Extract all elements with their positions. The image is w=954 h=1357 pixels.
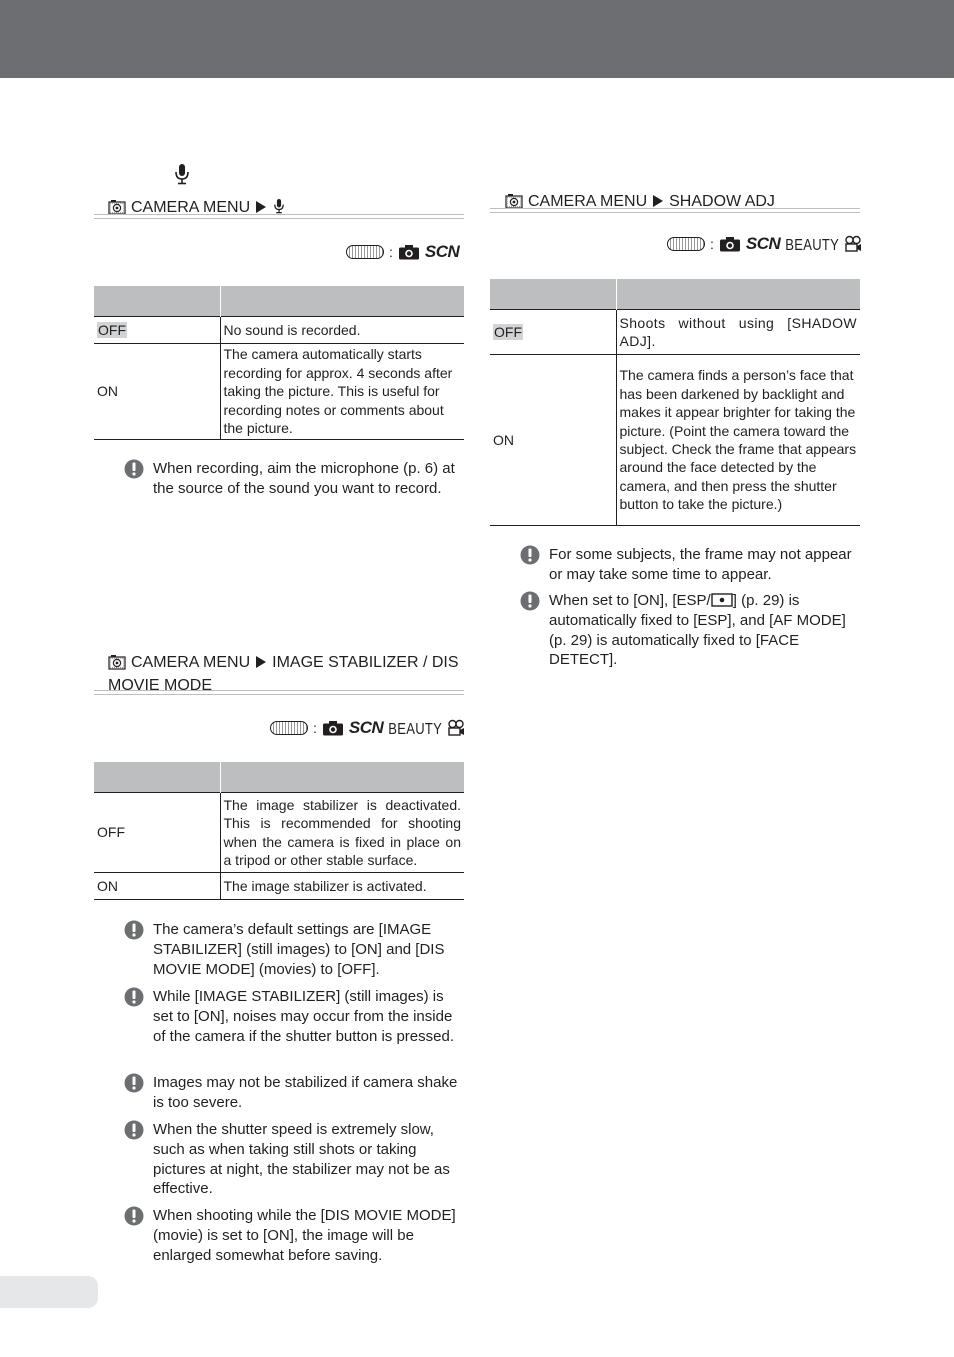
option-label: OFF bbox=[98, 321, 126, 338]
description-cell: Shoots without using [SHADOW ADJ]. bbox=[616, 310, 860, 355]
spot-metering-icon bbox=[711, 593, 733, 607]
section-rule bbox=[94, 690, 464, 695]
modes-separator: : bbox=[313, 720, 317, 736]
caution-icon bbox=[124, 459, 144, 479]
section-rule bbox=[490, 208, 860, 213]
option-cell: ON bbox=[94, 344, 220, 440]
microphone-icon bbox=[272, 197, 286, 215]
note-text: When the shutter speed is extremely slow, such as when taking still shots or taking pictures at night, the stabilizer may not be as effective. bbox=[153, 1121, 450, 1198]
scn-mode-label: SCN bbox=[745, 234, 781, 253]
note-item bbox=[124, 1206, 464, 1266]
table-header-cell bbox=[94, 286, 220, 317]
arrow-right-icon bbox=[256, 656, 266, 668]
camera-icon bbox=[322, 720, 344, 736]
table-row bbox=[490, 310, 860, 355]
mode-dial-icon bbox=[667, 237, 705, 251]
arrow-right-icon bbox=[653, 195, 663, 207]
note-item bbox=[124, 1120, 464, 1200]
scn-mode-label: SCN bbox=[424, 242, 460, 261]
options-table-record bbox=[94, 286, 464, 440]
note-item bbox=[520, 591, 860, 671]
menu-path-prefix: CAMERA MENU bbox=[528, 193, 648, 210]
camera-menu-icon bbox=[505, 193, 523, 209]
caution-icon bbox=[124, 1073, 144, 1093]
note-item bbox=[124, 459, 464, 519]
section-rule bbox=[94, 214, 464, 219]
description-cell: The image stabilizer is deactivated. This is recommended for shooting when the camera is fixed in place on a tripod or other stable surface. bbox=[220, 793, 464, 873]
description-cell: The camera finds a person’s face that has been darkened by backlight and makes it appear brighter for taking the picture. (Point the camera toward the subject. Check the frame that appears around the face detected by the camera, and then press the shutter button to take the picture.) bbox=[616, 355, 860, 526]
available-modes bbox=[270, 717, 465, 739]
option-cell bbox=[490, 310, 616, 355]
note-text: For some subjects, the frame may not appear or may take some time to appear. bbox=[549, 546, 852, 583]
microphone-icon bbox=[172, 163, 192, 185]
menu-path-item: IMAGE STABILIZER / DIS MOVIE MODE bbox=[108, 654, 459, 694]
camera-icon bbox=[719, 236, 741, 252]
table-row bbox=[94, 317, 464, 344]
camera-menu-icon bbox=[108, 654, 126, 670]
caution-icon bbox=[124, 1206, 144, 1226]
caution-icon bbox=[124, 987, 144, 1007]
beauty-mode-label: BEAUTY bbox=[388, 719, 443, 737]
note-item bbox=[124, 987, 464, 1067]
note-text: When shooting while the [DIS MOVIE MODE] (movie) is set to [ON], the image will be enlarged somewhat before saving. bbox=[153, 1207, 456, 1264]
table-row bbox=[490, 355, 860, 526]
available-modes bbox=[667, 233, 862, 255]
available-modes bbox=[346, 241, 459, 263]
option-cell: ON bbox=[94, 873, 220, 900]
movie-icon bbox=[844, 235, 862, 253]
arrow-right-icon bbox=[256, 201, 266, 213]
table-header-cell bbox=[94, 762, 220, 793]
modes-separator: : bbox=[710, 236, 714, 252]
modes-separator: : bbox=[389, 244, 393, 260]
note-item bbox=[520, 545, 860, 585]
table-row bbox=[94, 344, 464, 440]
caution-icon bbox=[520, 591, 540, 611]
note-text bbox=[549, 591, 849, 670]
caution-icon bbox=[520, 545, 540, 565]
option-label: OFF bbox=[494, 323, 522, 340]
table-header-cell bbox=[220, 762, 464, 793]
table-header-cell bbox=[616, 279, 860, 310]
option-cell: OFF bbox=[94, 793, 220, 873]
note-text: While [IMAGE STABILIZER] (still images) is set to [ON], noises may occur from the inside of the camera if the shutter button is pressed. bbox=[153, 988, 454, 1045]
note-text: The camera’s default settings are [IMAGE STABILIZER] (still images) to [ON] and [DIS MOVIE MODE] (movies) to [OFF]. bbox=[153, 921, 445, 978]
beauty-mode-label: BEAUTY bbox=[785, 235, 840, 253]
note-text-part: ] (p. 29) is automatically fixed to [ESP], and [AF MODE] (p. 29) is automatically fixed to [FACE DETECT]. bbox=[549, 592, 846, 669]
scn-mode-label: SCN bbox=[348, 718, 384, 737]
mode-dial-icon bbox=[346, 245, 384, 259]
note-item bbox=[124, 920, 464, 980]
description-cell: No sound is recorded. bbox=[220, 317, 464, 344]
option-cell: ON bbox=[490, 355, 616, 526]
header-bar bbox=[0, 0, 954, 78]
note-text: Images may not be stabilized if camera shake is too severe. bbox=[153, 1074, 458, 1111]
mode-dial-icon bbox=[270, 721, 308, 735]
table-row bbox=[94, 873, 464, 900]
menu-path-prefix: CAMERA MENU bbox=[131, 199, 251, 216]
table-header-cell bbox=[220, 286, 464, 317]
table-row bbox=[94, 793, 464, 873]
table-header-cell bbox=[490, 279, 616, 310]
note-text: When recording, aim the microphone (p. 6) at the source of the sound you want to record. bbox=[153, 460, 455, 497]
description-cell: The camera automatically starts recording for approx. 4 seconds after taking the picture. This is useful for recording notes or comments about the picture. bbox=[220, 344, 464, 440]
options-table-shadow-adj bbox=[490, 279, 860, 526]
menu-path-item: SHADOW ADJ bbox=[669, 193, 775, 210]
menu-path-prefix: CAMERA MENU bbox=[131, 654, 251, 671]
caution-icon bbox=[124, 1120, 144, 1140]
camera-menu-icon bbox=[108, 199, 126, 215]
description-cell: The image stabilizer is activated. bbox=[220, 873, 464, 900]
option-cell bbox=[94, 317, 220, 344]
caution-icon bbox=[124, 920, 144, 940]
options-table-stabilizer bbox=[94, 762, 464, 900]
page-number-tab bbox=[0, 1276, 98, 1308]
camera-icon bbox=[398, 244, 420, 260]
note-item bbox=[124, 1073, 464, 1113]
note-text-part: When set to [ON], [ESP/ bbox=[549, 592, 711, 609]
movie-icon bbox=[447, 719, 465, 737]
